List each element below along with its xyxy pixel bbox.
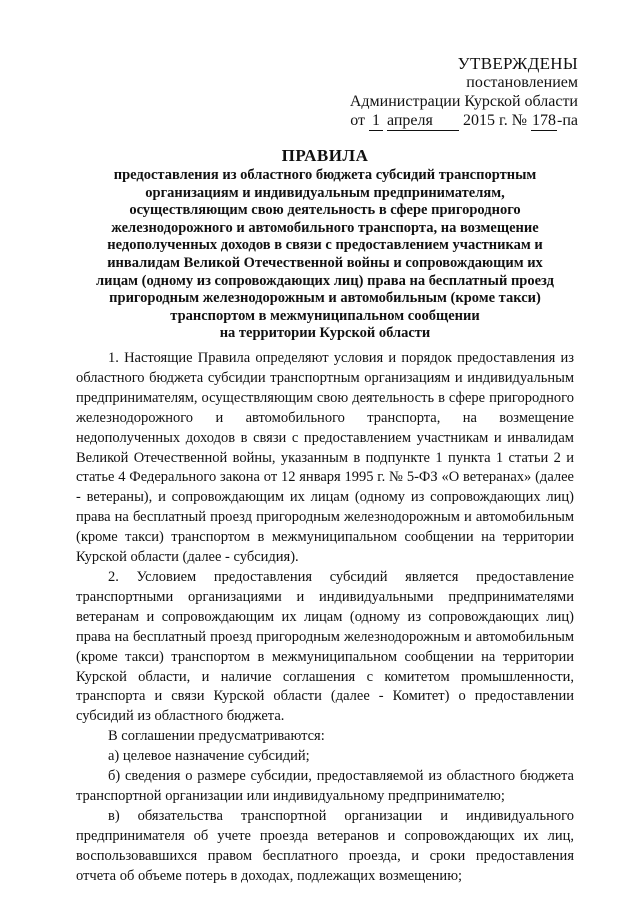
list-item-b: б) сведения о размере субсидии, предоставляемой из областного бюджета транспортной организации или индивидуальному предпринимателю; xyxy=(76,768,574,804)
title-line: недополученных доходов в связи с предоставлением участникам и xyxy=(107,237,543,254)
title-line: на территории Курской области xyxy=(219,325,431,342)
list-item-c: в) обязательства транспортной организации и индивидуального предпринимателя об учете проезда ветеранов и сопровождающих их лиц, воспользовавшихся правом бесплатного проезда, и сроки предоставления отчета об объеме потерь в доходах, подлежащих возмещению; xyxy=(76,807,574,884)
title-line: предоставления из областного бюджета субсидий транспортным xyxy=(113,167,537,183)
document-title xyxy=(80,146,570,343)
title-line: транспортом в межмуниципальном сообщении xyxy=(170,307,480,324)
date-day: 1 xyxy=(369,111,383,131)
title-main: ПРАВИЛА xyxy=(281,146,369,165)
title-line: инвалидам Великой Отечественной войны и сопровождающим их xyxy=(107,254,543,271)
title-line: лицам (одному из сопровождающих лиц) права на бесплатный проезд xyxy=(96,272,554,289)
list-intro: В соглашении предусматриваются: xyxy=(108,728,325,745)
approval-resolution-line: постановлением xyxy=(466,74,578,91)
date-year: 2015 г. № xyxy=(462,112,527,129)
date-month: апреля xyxy=(387,111,459,131)
title-subtitle xyxy=(80,167,570,343)
approval-stamp xyxy=(278,54,578,131)
approval-date-line xyxy=(278,111,578,131)
title-line: железнодорожного и автомобильного транспорта, на возмещение xyxy=(111,219,539,236)
approval-issuer-line: Администрации Курской области xyxy=(349,93,578,110)
document-body xyxy=(76,349,574,886)
approval-heading: УТВЕРЖДЕНЫ xyxy=(457,54,578,73)
title-line: пригородным железнодорожным и автомобильным (кроме такси) xyxy=(109,290,541,307)
document-number: 178 xyxy=(532,112,556,129)
document-number-suffix: -па xyxy=(557,112,578,129)
list-item-a: а) целевое назначение субсидий; xyxy=(108,748,310,765)
paragraph-1: 1. Настоящие Правила определяют условия и порядок предоставления из областного бюджета субсидии транспортным организациям и индивидуальным предпринимателям, осуществляющим свою деятельность в сфере пригородного железнодорожного и автомобильного транспорта, на возмещение недополученных доходов в связи с предоставлением участникам и инвалидам Великой Отечественной войны, указанным в подпункте 1 пункта 1 статьи 2 и статье 4 Федерального закона от 12 января 1995 г. № 5-ФЗ «О ветеранах» (далее - ветераны), и сопровождающим их лицам (одному из сопровождающих лиц) права на бесплатный проезд пригородным железнодорожным и автомобильным (кроме такси) транспортом в межмуниципальном сообщении на территории Курской области (далее - субсидия). xyxy=(76,350,574,566)
title-line: организациям и индивидуальным предпринимателям, xyxy=(145,184,505,201)
paragraph-2: 2. Условием предоставления субсидий является предоставление транспортными организациями и индивидуальными предпринимателями ветеранам и сопровождающим их лицам (одному из сопровождающих лиц) права на бесплатный проезд пригородным железнодорожным и автомобильным (кроме такси) транспортом в межмуниципальном сообщении на территории Курской области, и наличие соглашения с комитетом промышленности, транспорта и связи Курской области (далее - Комитет) о предоставлении субсидий из областного бюджета. xyxy=(76,568,574,725)
title-line: осуществляющим свою деятельность в сфере пригородного xyxy=(129,202,521,219)
date-prefix: от xyxy=(350,112,365,129)
